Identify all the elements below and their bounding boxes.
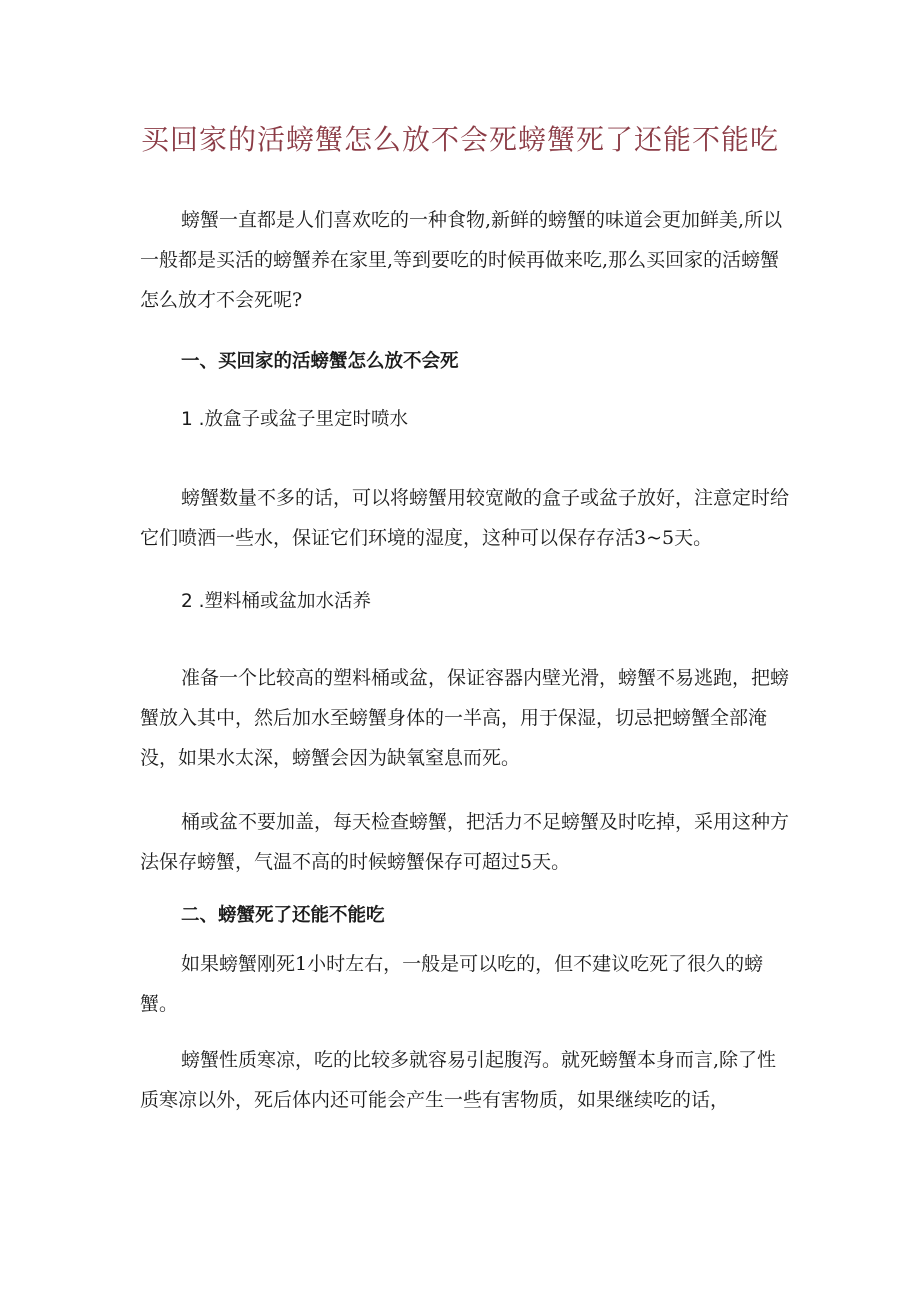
section2-heading: 二、螃蟹死了还能不能吃 — [181, 905, 385, 926]
document-title: 买回家的活螃蟹怎么放不会死螃蟹死了还能不能吃 — [140, 123, 779, 156]
method2-body1: 准备一个比较高的塑料桶或盆，保证容器内壁光滑，螃蟹不易逃跑，把螃蟹放入其中，然后加水至螃蟹身体的一半高，用于保湿，切忌把螃蟹全部淹没，如果水太深，螃蟹会因为缺氧窒息而死。 — [140, 667, 790, 769]
method1-title: 1 .放盒子或盆子里定时喷水 — [181, 409, 409, 430]
method2-body2: 桶或盆不要加盖，每天检查螃蟹，把活力不足螃蟹及时吃掉，采用这种方法保存螃蟹，气温不高的时候螃蟹保存可超过5天。 — [140, 811, 790, 873]
section2-body1: 如果螃蟹刚死1小时左右，一般是可以吃的，但不建议吃死了很久的螃蟹。 — [140, 953, 764, 1015]
method1-body: 螃蟹数量不多的话，可以将螃蟹用较宽敞的盒子或盆子放好，注意定时给它们喷洒一些水，保证它们环境的湿度，这种可以保存存活3~5天。 — [140, 487, 790, 549]
section1-heading: 一、买回家的活螃蟹怎么放不会死 — [181, 351, 459, 372]
section2-body2: 螃蟹性质寒凉，吃的比较多就容易引起腹泻。就死螃蟹本身而言,除了性质寒凉以外，死后体内还可能会产生一些有害物质，如果继续吃的话， — [140, 1049, 777, 1111]
intro-paragraph: 螃蟹一直都是人们喜欢吃的一种食物,新鲜的螃蟹的味道会更加鲜美,所以一般都是买活的螃蟹养在家里,等到要吃的时候再做来吃,那么买回家的活螃蟹怎么放才不会死呢? — [140, 209, 783, 311]
method2-title: 2 .塑料桶或盆加水活养 — [181, 591, 372, 612]
